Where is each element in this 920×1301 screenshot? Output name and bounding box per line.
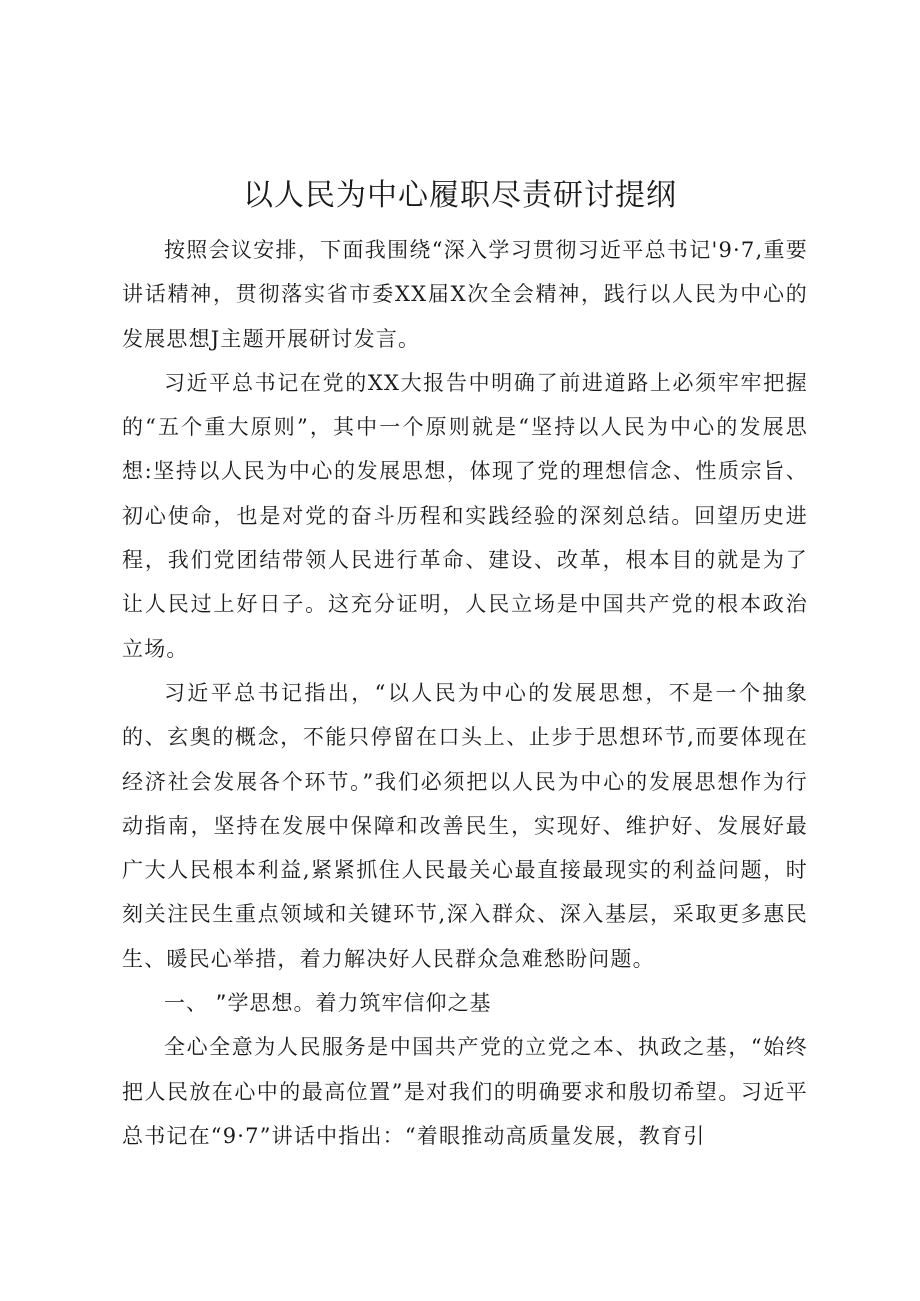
principle-paragraph: 习近平总书记在党的XX大报告中明确了前进道路上必须牢牢把握的“五个重大原则”，其中一个原则就是“坚持以人民为中心的发展思想:坚持以人民为中心的发展思想，体现了党的理想信念、性质宗旨、初心使命，也是对党的奋斗历程和实践经验的深刻总结。回望历史进程，我们党团结带领人民进行革命、建设、改革，根本目的就是为了让人民过上好日子。这充分证明，人民立场是中国共产党的根本政治立场。	[122, 370, 808, 661]
section-paragraph: 全心全意为人民服务是中国共产党的立党之本、执政之基，“始终把人民放在心中的最高位置”是对我们的明确要求和殷切希望。习近平总书记在“9·7”讲话中指出：“着眼推动高质量发展，教育引	[122, 1035, 808, 1148]
document-body	[122, 228, 808, 1158]
intro-paragraph: 按照会议安排，下面我围绕“深入学习贯彻习近平总书记'9·7,重要讲话精神，贯彻落实省市委XX届X次全会精神，践行以人民为中心的发展思想J主题开展研讨发言。	[122, 238, 808, 351]
development-paragraph: 习近平总书记指出，“以人民为中心的发展思想，不是一个抽象的、玄奥的概念，不能只停留在口头上、止步于思想环节,而要体现在经济社会发展各个环节。”我们必须把以人民为中心的发展思想作为行动指南，坚持在发展中保障和改善民生，实现好、维护好、发展好最广大人民根本利益,紧紧抓住人民最关心最直接最现实的利益问题，时刻关注民生重点领域和关键环节,深入群众、深入基层，采取更多惠民生、暖民心举措，着力解决好人民群众急难愁盼问题。	[122, 680, 808, 971]
section-heading: 一、 ”学思想。着力筑牢信仰之基	[164, 991, 492, 1016]
document-title: 以人民为中心履职尽责研讨提纲	[243, 178, 677, 213]
